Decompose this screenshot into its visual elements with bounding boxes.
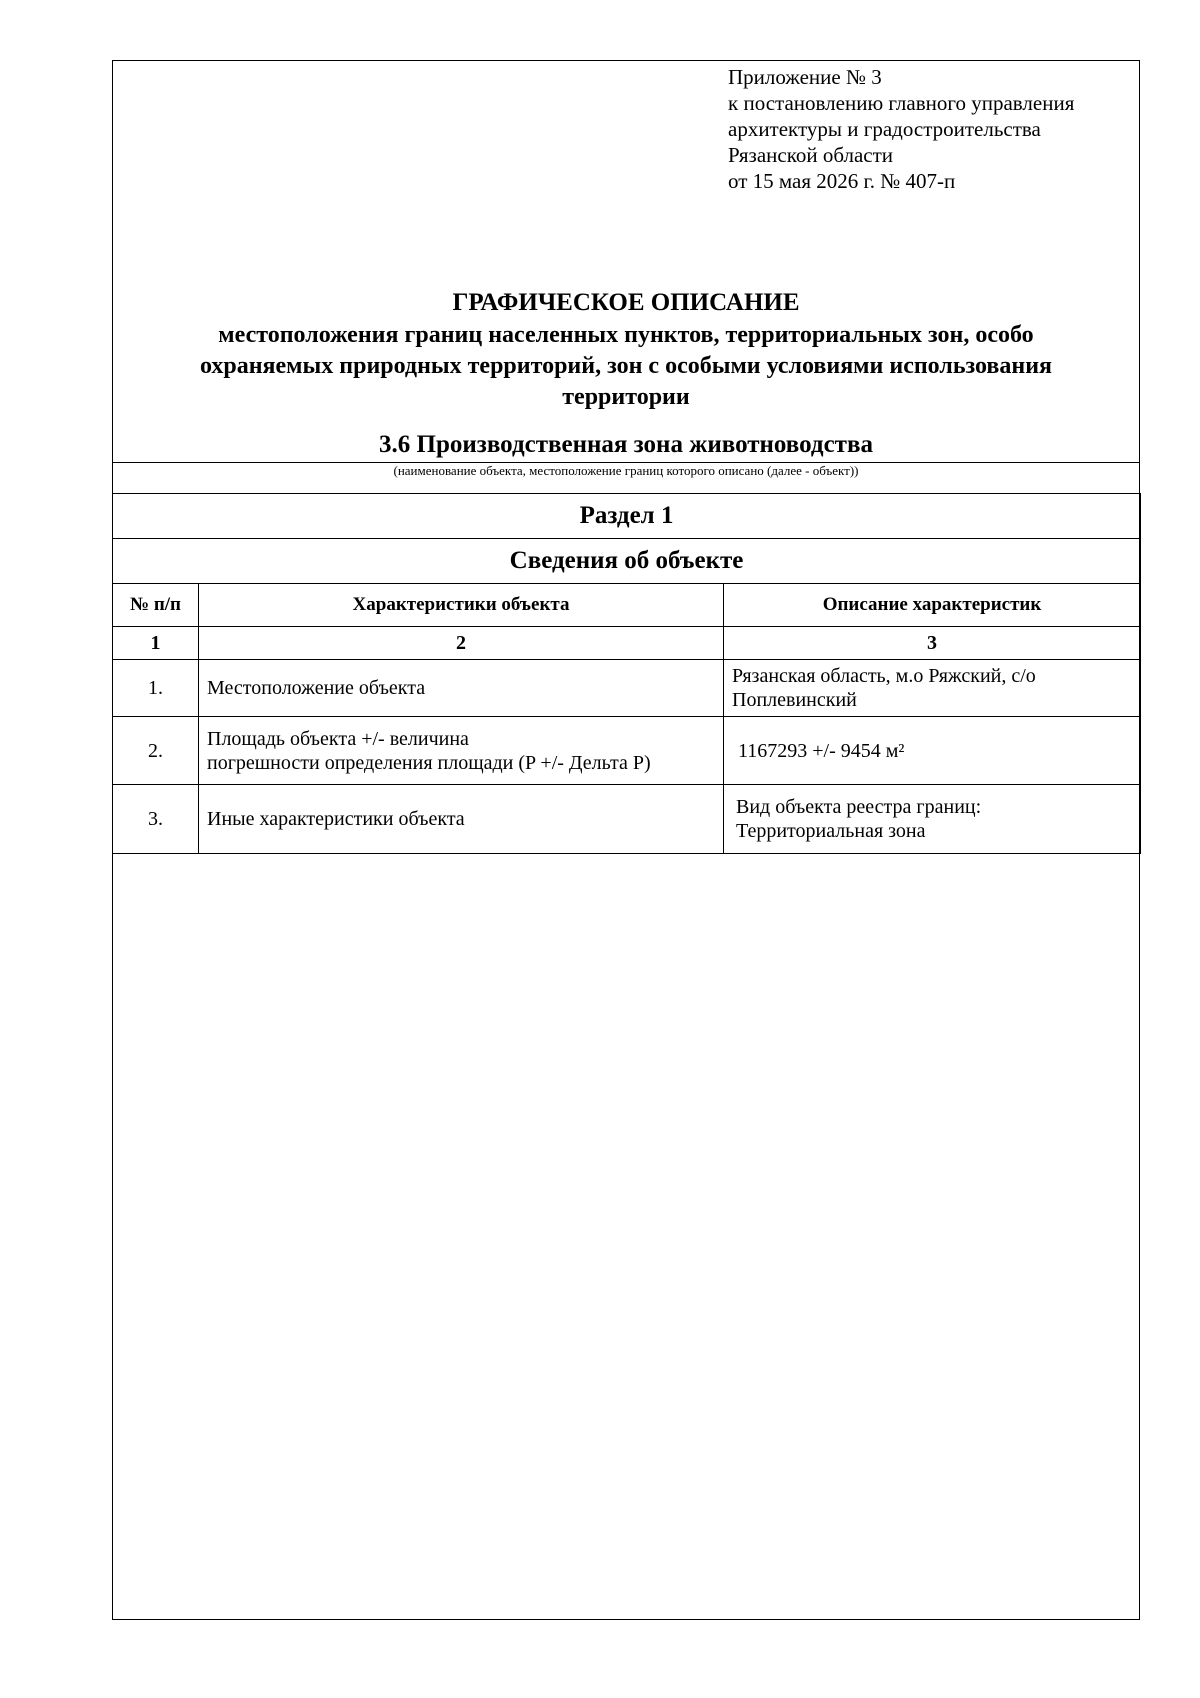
- row-number: 2.: [113, 717, 199, 785]
- characteristic-line: Площадь объекта +/- величина: [207, 727, 469, 750]
- section-subtitle-row: [113, 539, 1141, 584]
- section-title: Раздел 1: [113, 494, 1141, 539]
- column-header: № п/п: [113, 584, 199, 627]
- section-title-row: [113, 494, 1141, 539]
- object-caption: (наименование объекта, местоположение границ которого описано (далее - объект)): [393, 463, 859, 478]
- column-header: Характеристики объекта: [199, 584, 724, 627]
- description-line: Рязанская область, м.о Ряжский, с/о: [732, 665, 1036, 687]
- row-number: 3.: [113, 785, 199, 854]
- description-line: Территориальная зона: [736, 820, 926, 842]
- description-line: Вид объекта реестра границ:: [736, 796, 982, 818]
- document-title: ГРАФИЧЕСКОЕ ОПИСАНИЕ: [452, 289, 800, 316]
- table-row: [113, 717, 1141, 785]
- description-line: Поплевинский: [732, 689, 857, 711]
- column-number: 2: [199, 627, 724, 660]
- row-characteristic: [199, 717, 724, 785]
- row-characteristic: Иные характеристики объекта: [199, 785, 724, 854]
- document-subtitle: местоположения границ населенных пунктов, территориальных зон, особо охраняемых природных территорий, зон с особыми условиями использования территории: [199, 322, 1053, 410]
- row-description: 1167293 +/- 9454 м²: [724, 717, 1141, 785]
- table-row: [113, 785, 1141, 854]
- appendix-block: [728, 64, 1138, 194]
- appendix-line: от 15 мая 2026 г. № 407-п: [728, 169, 956, 193]
- appendix-line: архитектуры и градостроительства: [728, 117, 1041, 141]
- object-name: 3.6 Производственная зона животноводства: [379, 431, 873, 458]
- title-block: [112, 288, 1140, 413]
- object-info-table: [112, 493, 1141, 854]
- characteristic-line: погрешности определения площади (P +/- Дельта P): [207, 751, 651, 774]
- column-number-row: [113, 627, 1141, 660]
- section-subtitle: Сведения об объекте: [113, 539, 1141, 584]
- column-header: Описание характеристик: [724, 584, 1141, 627]
- row-characteristic: Местоположение объекта: [199, 660, 724, 717]
- row-number: 1.: [113, 660, 199, 717]
- appendix-line: Приложение № 3: [728, 65, 882, 89]
- column-number: 3: [724, 627, 1141, 660]
- appendix-line: к постановлению главного управления: [728, 91, 1075, 115]
- table-header-row: [113, 584, 1141, 627]
- table-row: [113, 660, 1141, 717]
- row-description: [724, 785, 1141, 854]
- row-description: [724, 660, 1141, 717]
- column-number: 1: [113, 627, 199, 660]
- appendix-line: Рязанской области: [728, 143, 894, 167]
